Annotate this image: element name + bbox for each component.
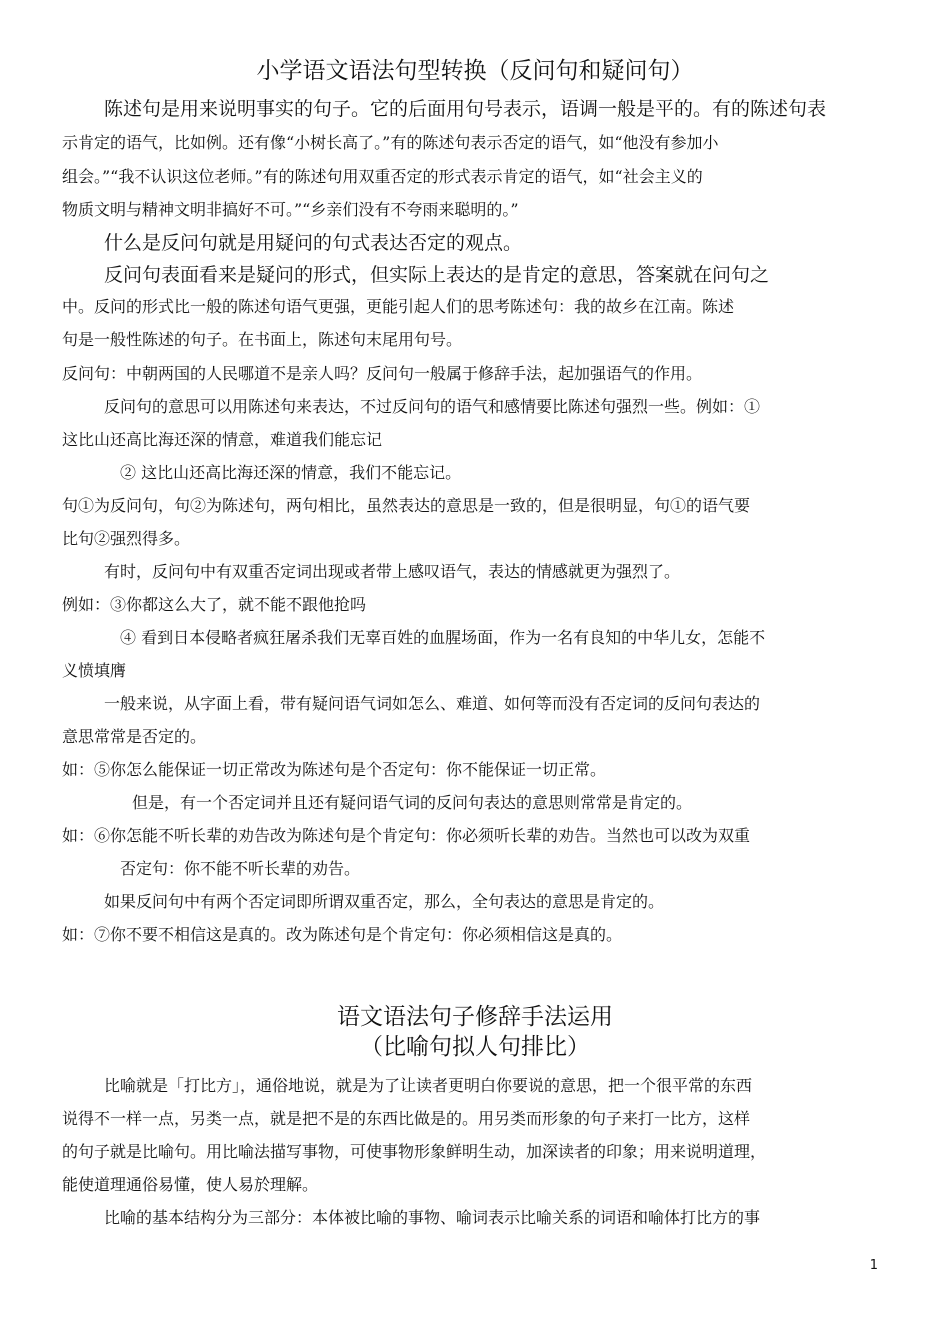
paragraph-line: ④ 看到日本侵略者疯狂屠杀我们无辜百姓的血腥场面，作为一名有良知的中华儿女，怎能不	[120, 628, 766, 647]
paragraph-line: 一般来说，从字面上看，带有疑问语气词如怎么、难道、如何等而没有否定词的反问句表达的	[104, 694, 761, 713]
paragraph-line: 如果反问句中有两个否定词即所谓双重否定，那么，全句表达的意思是肯定的。	[104, 892, 665, 911]
paragraph-line: 陈述句是用来说明事实的句子。它的后面用句号表示，语调一般是平的。有的陈述句表	[104, 98, 827, 120]
paragraph-line: 反问句表面看来是疑问的形式，但实际上表达的是肯定的意思，答案就在问句之	[104, 264, 770, 286]
paragraph-line: 比句②强烈得多。	[62, 529, 191, 548]
paragraph-line: 但是，有一个否定词并且还有疑问语气词的反问句表达的意思则常常是肯定的。	[132, 793, 693, 812]
paragraph-line: 示肯定的语气，比如例。还有像“小树长高了。”有的陈述句表示否定的语气，如“他没有参加小	[62, 133, 719, 152]
paragraph-line: 反问句的意思可以用陈述句来表达，不过反问句的语气和感情要比陈述句强烈一些。例如：①	[104, 397, 761, 416]
paragraph-line: 这比山还高比海还深的情意，难道我们能忘记	[62, 430, 383, 449]
paragraph-line: 否定句：你不能不听长辈的劝告。	[120, 859, 361, 878]
paragraph-line: 能使道理通俗易懂，使人易於理解。	[62, 1175, 319, 1194]
paragraph-line: 比喻的基本结构分为三部分：本体被比喻的事物、喻词表示比喻关系的词语和喻体打比方的事	[104, 1208, 761, 1227]
paragraph-line: ② 这比山还高比海还深的情意，我们不能忘记。	[120, 463, 462, 482]
paragraph-line: 句①为反问句，句②为陈述句，两句相比，虽然表达的意思是一致的，但是很明显，句①的语气要	[62, 496, 751, 515]
paragraph-line: 反问句：中朝两国的人民哪道不是亲人吗？反问句一般属于修辞手法，起加强语气的作用。	[62, 364, 703, 383]
paragraph-line: 句是一般性陈述的句子。在书面上，陈述句末尾用句号。	[62, 330, 463, 349]
paragraph-line: 组会。”“我不认识这位老师。”有的陈述句用双重否定的形式表示肯定的语气，如“社会主义的	[62, 167, 703, 186]
page-number: 1	[869, 1258, 878, 1273]
paragraph-line: 如：⑦你不要不相信这是真的。改为陈述句是个肯定句：你必须相信这是真的。	[62, 925, 623, 944]
paragraph-line: 物质文明与精神文明非搞好不可。”“乡亲们没有不夸雨来聪明的。”	[62, 200, 519, 219]
paragraph-line: 如：⑤你怎么能保证一切正常改为陈述句是个否定句：你不能保证一切正常。	[62, 760, 607, 779]
paragraph-line: 说得不一样一点，另类一点，就是把不是的东西比做是的。用另类而形象的句子来打一比方，这样	[62, 1109, 751, 1128]
section2-subtitle: （比喻句拟人句排比）	[360, 1034, 590, 1060]
paragraph-line: 例如：③你都这么大了，就不能不跟他抢吗	[62, 595, 367, 614]
paragraph-line: 有时，反问句中有双重否定词出现或者带上感叹语气，表达的情感就更为强烈了。	[104, 562, 681, 581]
paragraph-line: 如：⑥你怎能不听长辈的劝告改为陈述句是个肯定句：你必须听长辈的劝告。当然也可以改为双重	[62, 826, 751, 845]
paragraph-line: 意思常常是否定的。	[62, 727, 207, 746]
paragraph-line: 比喻就是「打比方」，通俗地说，就是为了让读者更明白你要说的意思，把一个很平常的东西	[104, 1076, 753, 1095]
paragraph-line: 义愤填膺	[62, 661, 127, 680]
paragraph-line: 的句子就是比喻句。用比喻法描写事物，可使事物形象鲜明生动，加深读者的印象；用来说明道理，	[62, 1142, 767, 1161]
paragraph-line: 什么是反问句就是用疑问的句式表达否定的观点。	[104, 232, 523, 254]
paragraph-line: 中。反问的形式比一般的陈述句语气更强，更能引起人们的思考陈述句：我的故乡在江南。陈述	[62, 297, 735, 316]
section1-title: 小学语文语法句型转换（反问句和疑问句）	[256, 58, 694, 84]
section2-title: 语文语法句子修辞手法运用	[337, 1004, 613, 1030]
